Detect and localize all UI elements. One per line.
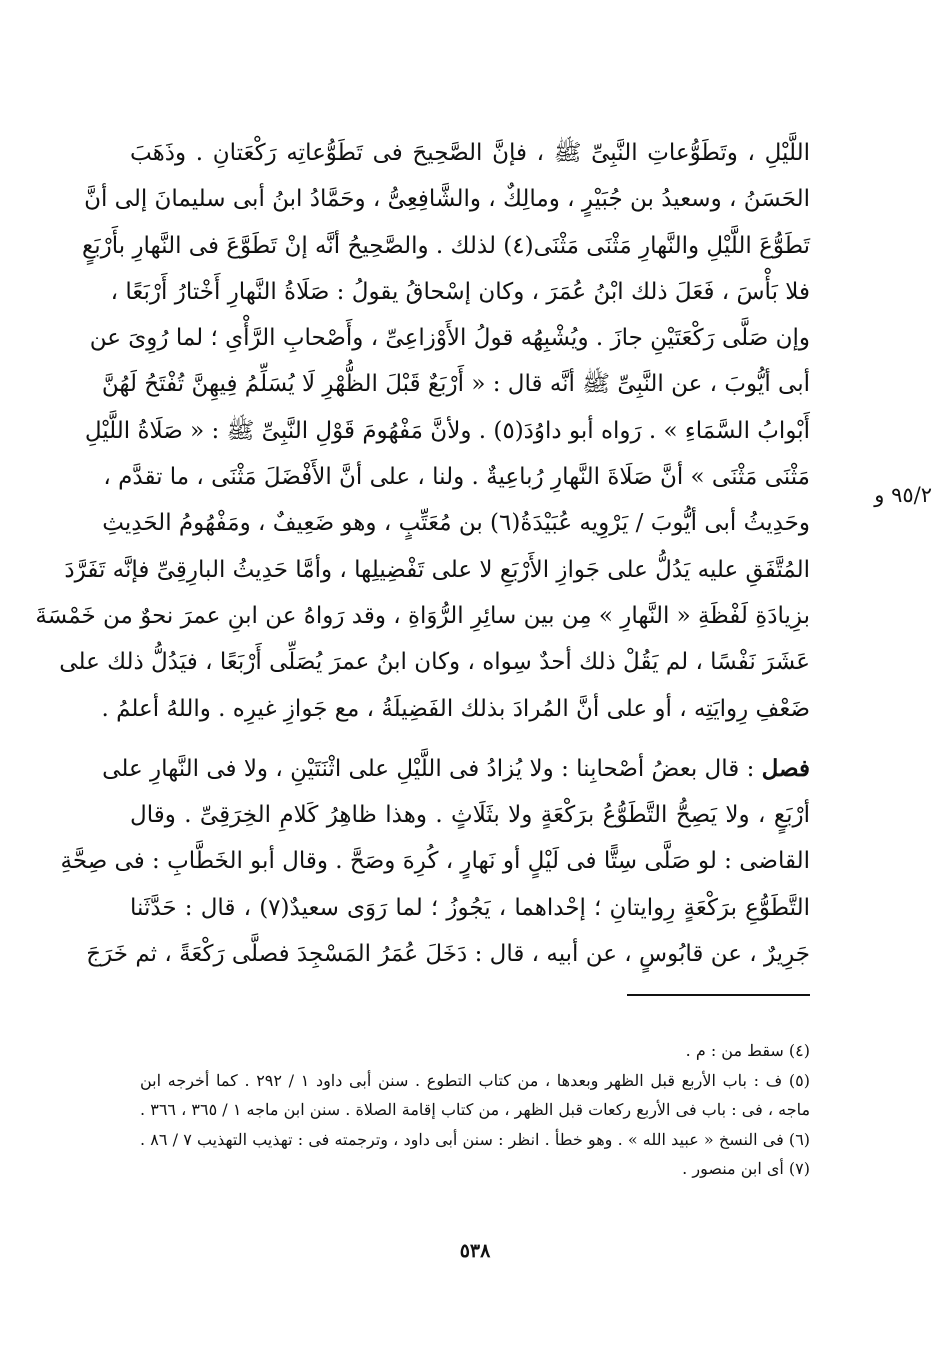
text-line: فلا بَأْسَ ، فَعَلَ ذلك ابْنُ عُمَرَ ، وكان إسْحاقُ يقولُ : صَلَاةُ النَّهارِ أَخْتارُ أَرْبَعًا ، (110, 278, 810, 305)
fasl-first-line (102, 746, 810, 792)
text-line: أبى أيُّوبَ ، عن النَّبِىِّ ﷺ أنَّه قال : « أَرْبَعٌ قَبْلَ الظُّهْرِ لَا يُسَلِّمُ فِيهِنَّ تُفْتَحُ لَهُنَّ (101, 371, 810, 398)
text-line: تَطَوُّعَ اللَّيْلِ والنَّهارِ مَثْنَى مَثْنَى(٤) لذلك . والصَّحِيحُ أنَّه إنْ تَطَوَّعَ فى النَّهارِ بأَرْبَعٍ (81, 232, 810, 259)
text-line: ضَعْفِ رِوايَتِه ، أو على أنَّ المُرادَ بذلك الفَضِيلَةُ ، مع جَوازِ غيرِه . واللهُ أعلمُ . (101, 695, 810, 722)
footnote-7: (٧) أى ابن منصور . (682, 1159, 810, 1178)
text-line: وحَدِيثُ أبى أيُّوبَ / يَرْوِيه عُبَيْدَةُ(٦) بن مُعَتِّبٍ ، وهو ضَعِيفٌ ، ومَفْهُومُ الحَدِيثِ (102, 510, 810, 537)
section-label-fasl: فصل (761, 754, 810, 782)
text-line: القاضى : لو صَلَّى سِتًّا فى لَيْلٍ أو نَهارٍ ، كُرِهَ وصَحَّ . وقال أبو الخَطَّابِ : فى صِحَّةِ (60, 848, 810, 875)
fasl-first-line-text: : قال بعضُ أصْحابِنا : ولا يُزادُ فى اللَّيْلِ على اثْنَتَيْنِ ، ولا فى النَّهارِ على (102, 755, 762, 782)
text-line: اللَّيْلِ ، وتَطَوُّعاتِ النَّبِىِّ ﷺ ، فإنَّ الصَّحِيحَ فى تَطَوُّعاتِه رَكْعَتانِ . وذَهَبَ (130, 140, 810, 166)
text-line: عَشَرَ نَفْسًا ، لم يَقُلْ ذلك أحدٌ سِواه ، وكان ابنُ عمرَ يُصَلِّى أَرْبَعًا ، فيَدُلُّ ذلك على (59, 649, 810, 676)
text-line: وإن صَلَّى رَكْعَتَيْنِ جازَ . ويُشْبِهُه قولُ الأَوْزاعِىِّ ، وأَصْحابِ الرَّأْىِ ؛ لما رُوِىَ عن (89, 325, 810, 352)
footnotes (140, 1036, 810, 1184)
text-line: الحَسَنُ ، وسعيدُ بن جُبَيْرٍ ، ومالِكٌ ، والشَّافِعِىُّ ، وحَمَّادُ ابنُ أبى سليمانَ إلى أنَّ (84, 186, 810, 213)
footnote-4: (٤) سقط من : م . (685, 1041, 810, 1060)
text-line: بزِيادَةِ لَفْظَةِ « النَّهارِ » مِن بين سائِرِ الرُّوَاةِ ، وقد رَواهُ عن ابنِ عمرَ نحوٌ من خَمْسَةَ (35, 602, 810, 629)
text-line: أَبْوابُ السَّمَاءِ » . رَواه أبو داوُدَ(٥) . ولأنَّ مَفْهُومَ قَوْلِ النَّبِىِّ ﷺ : « صَلَاةُ اللَّيْلِ (84, 417, 810, 444)
main-text (35, 130, 810, 977)
text-line: المُتَّفَقِ عليه يَدُلُّ على جَوازِ الأَرْبَعِ لا على تَفْضِيلِها ، وأمَّا حَدِيثُ البارِقِىِّ فإنَّه تَفَرَّدَ (64, 556, 810, 583)
text-line: مَثْنَى مَثْنَى » أنَّ صَلَاةَ النَّهارِ رُباعِيةٌ . ولنا ، على أنَّ الأَفْضَلَ مَثْنَى ، ما تقدَّم ، (103, 464, 810, 491)
text-line: جَرِيرٌ ، عن قابُوسٍ ، عن أبيه ، قال : دَخَلَ عُمَرُ المَسْجِدَ فصلَّى رَكْعَةً ، ثم خَرَجَ (86, 941, 810, 968)
margin-manuscript-reference: ٩٥/٢ و (874, 483, 932, 507)
text-line: التَّطَوُّعِ برَكْعَةٍ رِوايتانِ ؛ إحْداهما ، يَجُوزُ ؛ لما رَوَى سعيدٌ(٧) ، قال : حَدَّثَنا (130, 894, 810, 921)
text-line: أرْبَعٍ ، ولا يَصِحُّ التَّطَوُّعُ برَكْعَةٍ ولا بثَلَاثٍ . وهذا ظاهِرُ كَلامِ الخِرَقِىِّ . وقال (130, 802, 810, 829)
page-number: ٥٣٨ (459, 1240, 491, 1262)
paragraph-gap (130, 732, 810, 746)
footnote-5: (٥) ف : باب الأربع قبل الظهر وبعدها ، من كتاب التطوع . سنن أبى داود ١ / ٢٩٢ . كما أخرجه ابن (140, 1070, 811, 1090)
footnote-separator (627, 994, 810, 996)
footnote-6: (٦) فى النسخ « عبيد الله » . وهو خطأ . انظر : سنن أبى داود ، وترجمته فى : تهذيب التهذيب ٧ / ٨٦ . (140, 1129, 811, 1149)
footnote-5-continued: ماجه ، فى : باب فى الأربع ركعات قبل الظهر ، من كتاب إقامة الصلاة . سنن ابن ماجه ١ / ٣٦٥ ، ٣٦٦ . (140, 1100, 811, 1119)
